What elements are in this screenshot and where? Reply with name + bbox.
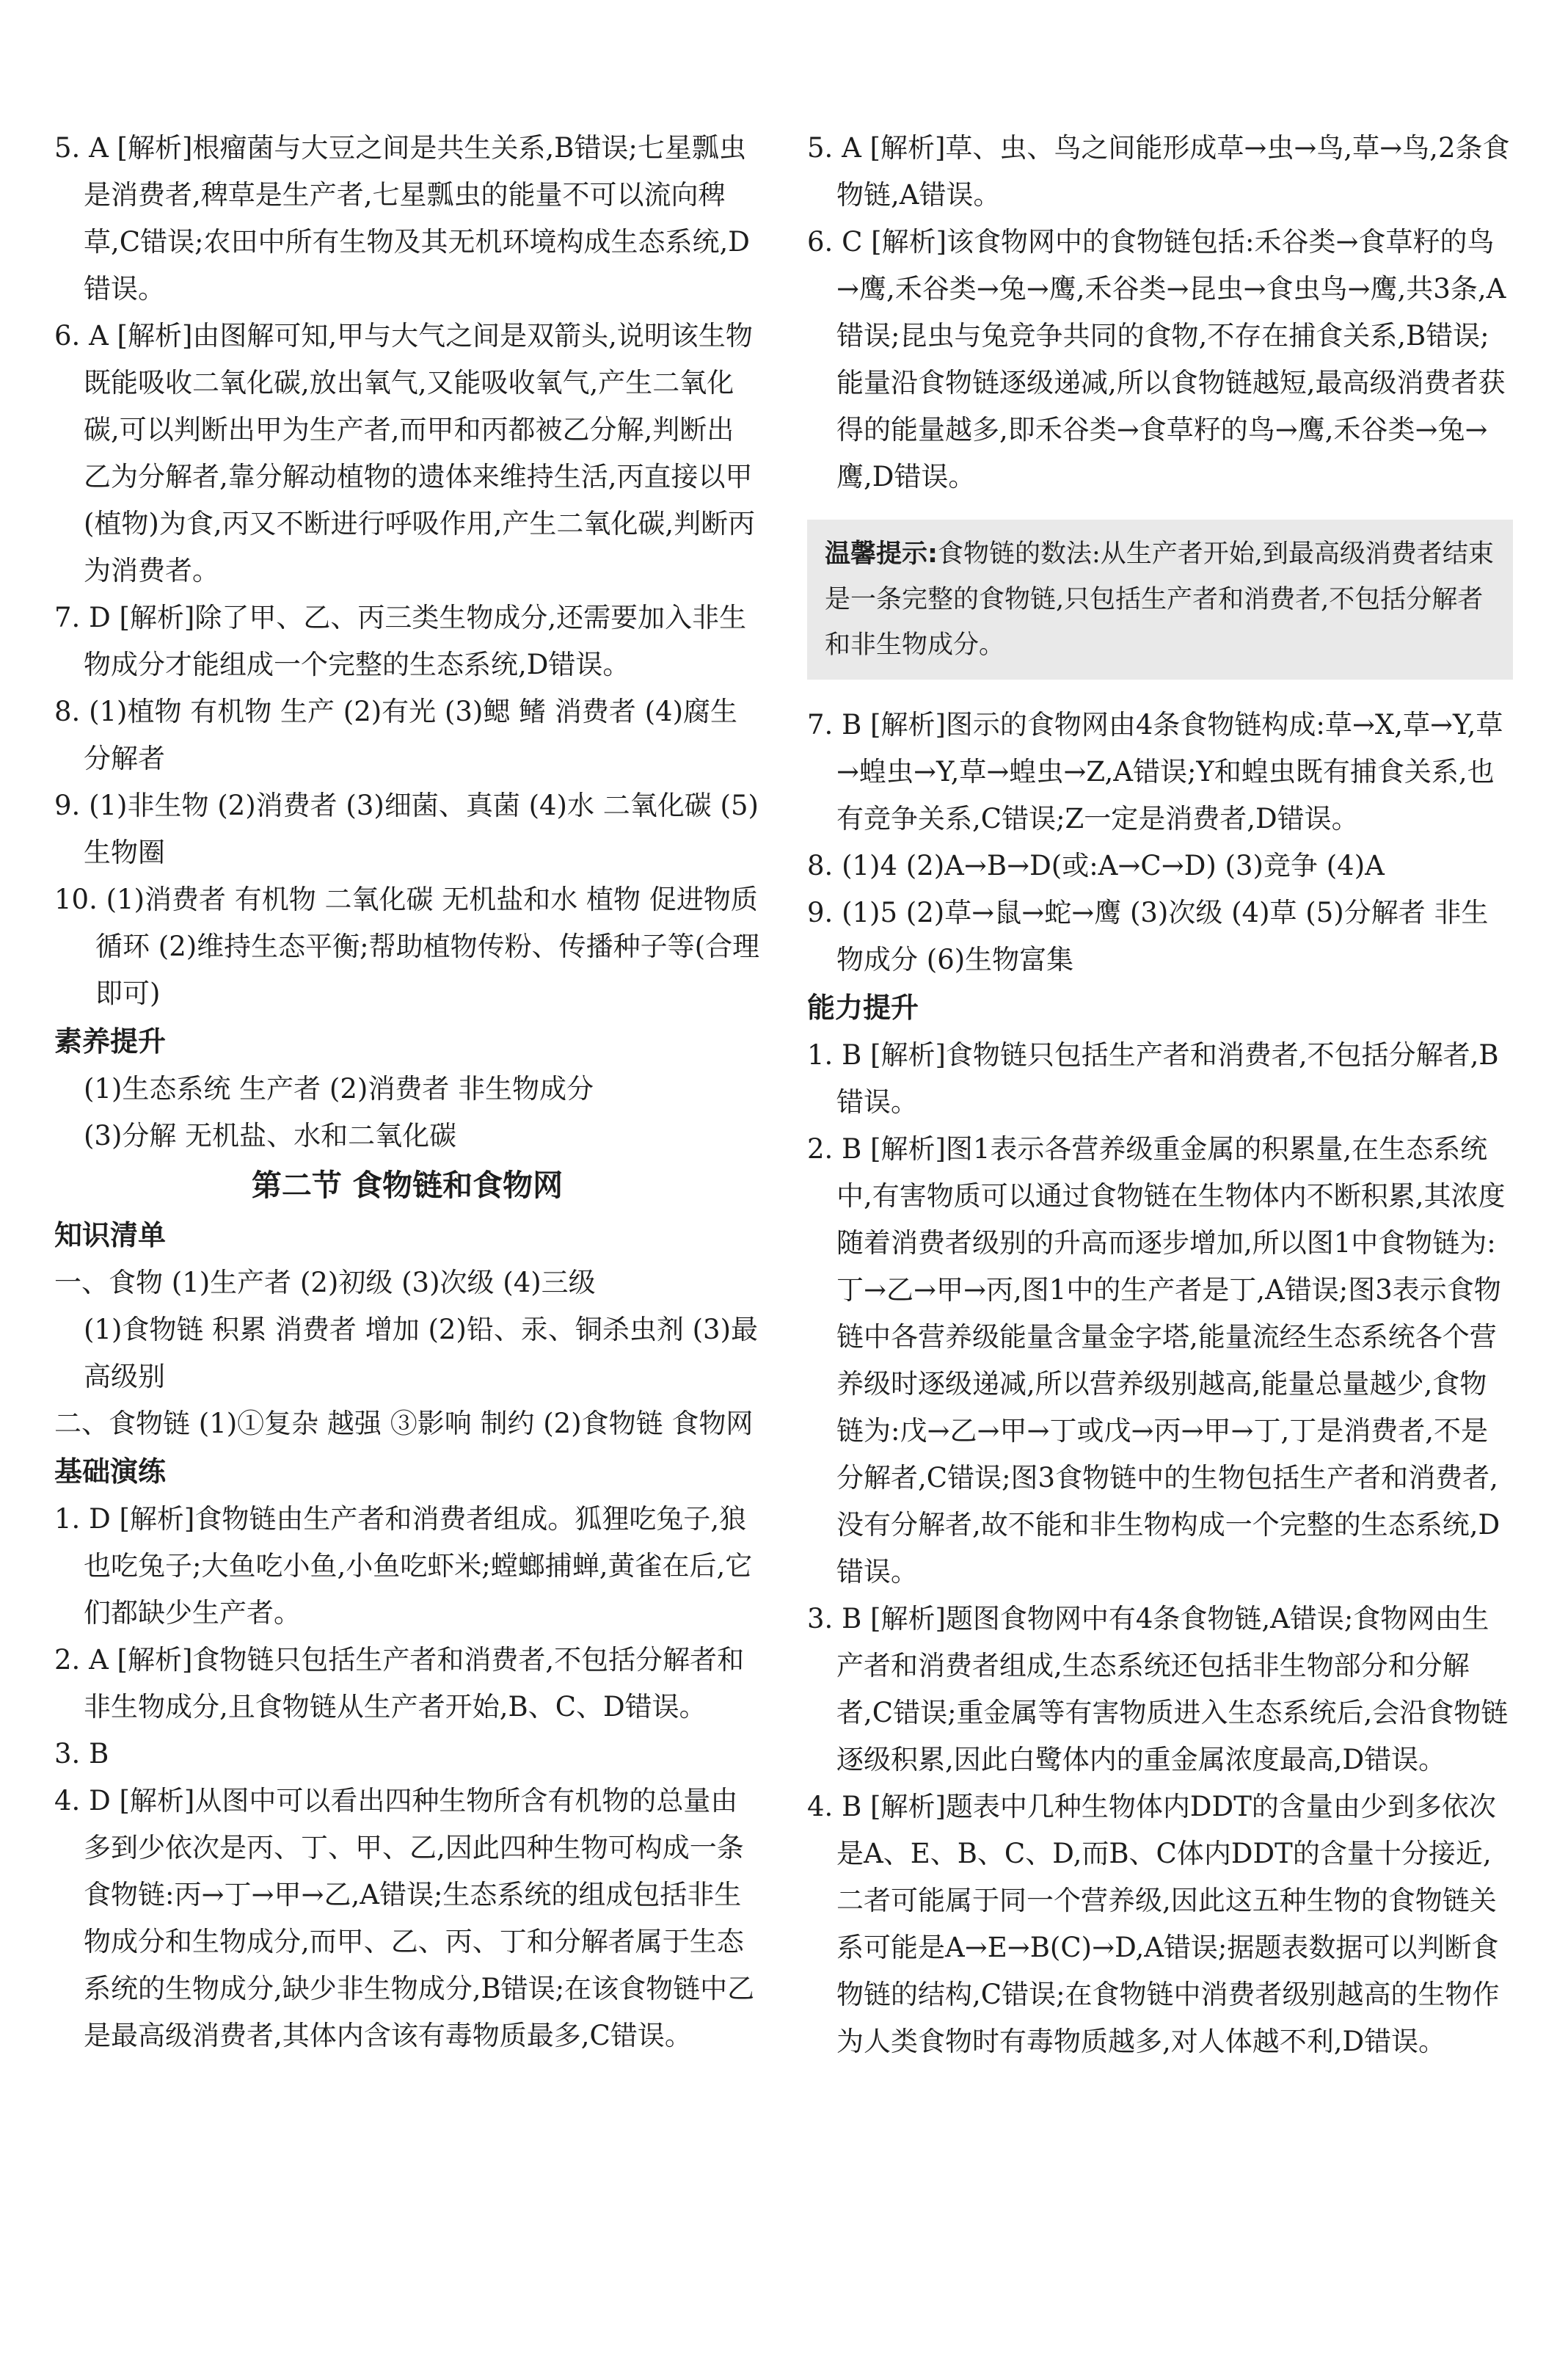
answer-7: 7. D [解析]除了甲、乙、丙三类生物成分,还需要加入非生物成分才能组成一个完整的生态系统,D错误。 <box>54 602 747 680</box>
tip-label: 温馨提示: <box>825 539 938 569</box>
suyang-line-2: (3)分解 无机盐、水和二氧化碳 <box>84 1120 457 1152</box>
answer-6-right: 6. C [解析]该食物网中的食物链包括:禾谷类→食草籽的鸟→鹰,禾谷类→兔→鹰,禾谷类→昆虫→食虫鸟→鹰,共3条,A错误;昆虫与兔竞争共同的食物,不存在捕食关系,B错误;能量沿食物链逐级递减,所以食物链越短,最高级消费者获得的能量越多,即禾谷类→食草籽的鸟→鹰,禾谷类→兔→鹰,D错误。 <box>807 226 1506 492</box>
answer-10: 10. (1)消费者 有机物 二氧化碳 无机盐和水 植物 促进物质循环 (2)维持生态平衡;帮助植物传粉、传播种子等(合理即可) <box>54 884 760 1009</box>
zhishi-heading: 知识清单 <box>54 1219 167 1251</box>
ability-answer-2: 2. B [解析]图1表示各营养级重金属的积累量,在生态系统中,有害物质可以通过食物链在生物体内不断积累,其浓度随着消费者级别的升高而逐步增加,所以图1中食物链为:丁→乙→甲→丙,图1中的生产者是丁,A错误;图3表示食物链中各营养级能量含量金字塔,能量流经生态系统各个营养级时逐级递减,所以营养级别越高,能量总量越少,食物链为:戊→乙→甲→丁或戊→丙→甲→丁,丁是消费者,不是分解者,C错误;图3食物链中的生物包括生产者和消费者,没有分解者,故不能和非生物构成一个完整的生态系统,D错误。 <box>807 1133 1506 1588</box>
basic-answer-3: 3. B <box>54 1738 109 1770</box>
section-title: 第二节 食物链和食物网 <box>251 1168 564 1203</box>
nengli-heading: 能力提升 <box>807 992 919 1024</box>
answer-8-right: 8. (1)4 (2)A→B→D(或:A→C→D) (3)竞争 (4)A <box>807 850 1385 881</box>
ability-answer-1: 1. B [解析]食物链只包括生产者和消费者,不包括分解者,B错误。 <box>807 1039 1499 1118</box>
left-column <box>54 125 760 2059</box>
ability-answer-3: 3. B [解析]题图食物网中有4条食物链,A错误;食物网由生产者和消费者组成,生态系统还包括非生物部分和分解者,C错误;重金属等有害物质进入生态系统后,会沿食物链逐级积累,因此白鹭体内的重金属浓度最高,D错误。 <box>807 1603 1509 1775</box>
suyang-line-1: (1)生态系统 生产者 (2)消费者 非生物成分 <box>84 1073 594 1105</box>
tip-text: 食物链的数法:从生产者开始,到最高级消费者结束是一条完整的食物链,只包括生产者和消费者,不包括分解者和非生物成分。 <box>825 539 1494 660</box>
basic-answer-1: 1. D [解析]食物链由生产者和消费者组成。狐狸吃兔子,狼也吃兔子;大鱼吃小鱼,小鱼吃虾米;螳螂捕蝉,黄雀在后,它们都缺少生产者。 <box>54 1503 753 1629</box>
answer-8: 8. (1)植物 有机物 生产 (2)有光 (3)鳃 鳍 消费者 (4)腐生 分解者 <box>54 696 738 774</box>
basic-answer-4: 4. D [解析]从图中可以看出四种生物所含有机物的总量由多到少依次是丙、丁、甲、乙,因此四种生物可构成一条食物链:丙→丁→甲→乙,A错误;生态系统的组成包括非生物成分和生物成分,而甲、乙、丙、丁和分解者属于生态系统的生物成分,缺少非生物成分,B错误;在该食物链中乙是最高级消费者,其体内含该有毒物质最多,C错误。 <box>54 1785 755 2051</box>
right-column <box>807 125 1513 2065</box>
zhishi-line-2: 二、食物链 (1)①复杂 越强 ③影响 制约 (2)食物链 食物网 <box>54 1408 754 1439</box>
answer-6: 6. A [解析]由图解可知,甲与大气之间是双箭头,说明该生物既能吸收二氧化碳,放出氧气,又能吸收氧气,产生二氧化碳,可以判断出甲为生产者,而甲和丙都被乙分解,判断出乙为分解者,靠分解动植物的遗体来维持生活,丙直接以甲(植物)为食,丙又不断进行呼吸作用,产生二氧化碳,判断丙为消费者。 <box>54 320 756 586</box>
answer-9-right: 9. (1)5 (2)草→鼠→蛇→鹰 (3)次级 (4)草 (5)分解者 非生物成分 (6)生物富集 <box>807 897 1489 975</box>
answer-7-right: 7. B [解析]图示的食物网由4条食物链构成:草→X,草→Y,草→蝗虫→Y,草→蝗虫→Z,A错误;Y和蝗虫既有捕食关系,也有竞争关系,C错误;Z一定是消费者,D错误。 <box>807 709 1503 834</box>
jichu-heading: 基础演练 <box>54 1455 167 1488</box>
answer-5-right: 5. A [解析]草、虫、鸟之间能形成草→虫→鸟,草→鸟,2条食物链,A错误。 <box>807 132 1510 211</box>
answer-5: 5. A [解析]根瘤菌与大豆之间是共生关系,B错误;七星瓢虫是消费者,稗草是生产者,七星瓢虫的能量不可以流向稗草,C错误;农田中所有生物及其无机环境构成生态系统,D错误。 <box>54 132 750 305</box>
zhishi-line-1b: (1)食物链 积累 消费者 增加 (2)铅、汞、铜杀虫剂 (3)最高级别 <box>84 1314 759 1392</box>
ability-answer-4: 4. B [解析]题表中几种生物体内DDT的含量由少到多依次是A、E、B、C、D,而B、C体内DDT的含量十分接近,二者可能属于同一个营养级,因此这五种生物的食物链关系可能是A→E→B(C)→D,A错误;据题表数据可以判断食物链的结构,C错误;在食物链中消费者级别越高的生物作为人类食物时有毒物质越多,对人体越不利,D错误。 <box>807 1791 1500 2057</box>
basic-answer-2: 2. A [解析]食物链只包括生产者和消费者,不包括分解者和非生物成分,且食物链从生产者开始,B、C、D错误。 <box>54 1644 745 1723</box>
zhishi-line-1: 一、食物 (1)生产者 (2)初级 (3)次级 (4)三级 <box>54 1267 596 1298</box>
tip-box <box>807 520 1513 680</box>
answer-9: 9. (1)非生物 (2)消费者 (3)细菌、真菌 (4)水 二氧化碳 (5)生物圈 <box>54 790 759 868</box>
suyang-heading: 素养提升 <box>54 1025 167 1058</box>
